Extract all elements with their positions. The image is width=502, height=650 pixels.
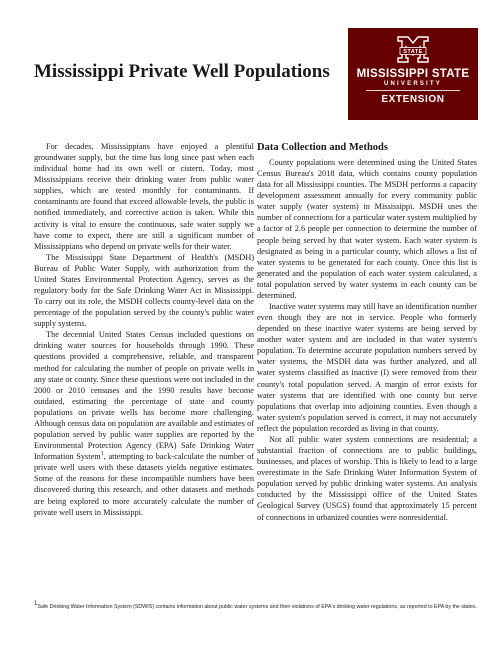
- paragraph: [34, 329, 254, 517]
- logo-university-name: MISSISSIPPI STATE: [356, 68, 470, 80]
- paragraph-text: The decennial United States Census included questions on drinking water sources for households through 1990. These questions provided a comprehensive, reliable, and transparent method for calculating the number of people on private wells in any state or county. Since these questions were not included in the 2000 or 2010 censuses and the 1990 results have become outdated, estimating the percentage of state and county populations on private wells has become more challenging. Although census data on population are available and estimates of population served by public water supplies are reported by the Environmental Protection Agency (EPA) Safe Drinking Water Information System: [34, 330, 254, 462]
- logo-divider: [366, 90, 460, 91]
- footnote-text: Safe Drinking Water Information System (SDWIS) contains information about public water systems and their violations of EPA's drinking water regulations, as reported to EPA by the states.: [37, 604, 477, 610]
- left-column: [34, 141, 254, 518]
- right-column: [257, 141, 477, 523]
- section-heading: Data Collection and Methods: [257, 142, 388, 153]
- emblem-label: STATE: [403, 49, 423, 56]
- paragraph: Not all public water system connections are residential; a substantial fraction of connections are to public buildings, businesses, and places of worship. This is likely to lead to a large overestimate in the Safe Drinking Water Information System of population served by public drinking water systems. An analysis conducted by the Mississippi office of the United States Geological Survey (USGS) found that approximately 15 percent of connections in urbanized counties were nonresidential.: [257, 434, 477, 522]
- footnote-reference: 1: [100, 451, 104, 458]
- page-title: Mississippi Private Well Populations: [34, 61, 330, 82]
- footnote-marker: 1: [34, 601, 38, 608]
- paragraph: The Mississippi State Department of Health's (MSDH) Bureau of Public Water Supply, with authorization from the United States Environmental Protection Agency, serves as the regulatory body for the Safe Drinking Water Act in Mississippi. To carry out its role, the MSDH collects county-level data on the percentage of the population served by the county's public water supply systems.: [34, 252, 254, 329]
- logo-university-word: UNIVERSITY: [383, 81, 442, 87]
- paragraph: County populations were determined using the United States Census Bureau's 2018 data, which contains county population data for all Mississippi counties. The MSDH performs a capacity development assessment annually for every community public water supply (water system) in Mississippi. MSDH uses the number of connections for a particular water system multiplied by a factor of 2.6 people per connection to determine the number of people being served by that water system. Each water system is designated as being in a particular county, which allows a list of water systems to be generated for each county. Once this list is generated and the population of each water system calculated, a total population served by water systems in each county can be determined.: [257, 158, 477, 300]
- paragraph-text: , attempting to back-calculate the number of private well users with these datasets yields negative estimates. Some of the reasons for these incompatible numbers have been discovered during this research, and other datasets and methods are being explored to more accurately calculate the number of private well users in Mississippi.: [34, 452, 254, 517]
- msu-emblem-icon: [397, 36, 429, 66]
- paragraph: Inactive water systems may still have an identification number even though they are not in service. People who formerly depended on these inactive water systems are being served by another water system and are included in that water system's population. To determine accurate population numbers served by water systems, the MSDH data was further analyzed, and all water systems classified as inactive (I) were removed from their county's total population served. A margin of error exists for water systems that are identified with one county but serve populations that overlap into adjoining counties. Even though a water system's population served is correct, it may not accurately reflect the population recorded as living in that county.: [257, 302, 477, 433]
- msu-extension-logo: [348, 28, 478, 120]
- footnote: [34, 603, 480, 612]
- paragraph: For decades, Mississippians have enjoyed a plentiful groundwater supply, but the time has long since past when each individual home had its own well or cistern. Today, most Mississippians receive their drinking water from public water supplies, which are tested monthly for contaminants. If contaminants are found that exceed allowable levels, the public is notified immediately, and corrective action is taken. While this activity is vital to ensure the continuous, safe water supply we have come to expect, there are still a significant number of Mississippians who depend on private wells for their water.: [34, 142, 254, 251]
- logo-extension: EXTENSION: [381, 94, 445, 105]
